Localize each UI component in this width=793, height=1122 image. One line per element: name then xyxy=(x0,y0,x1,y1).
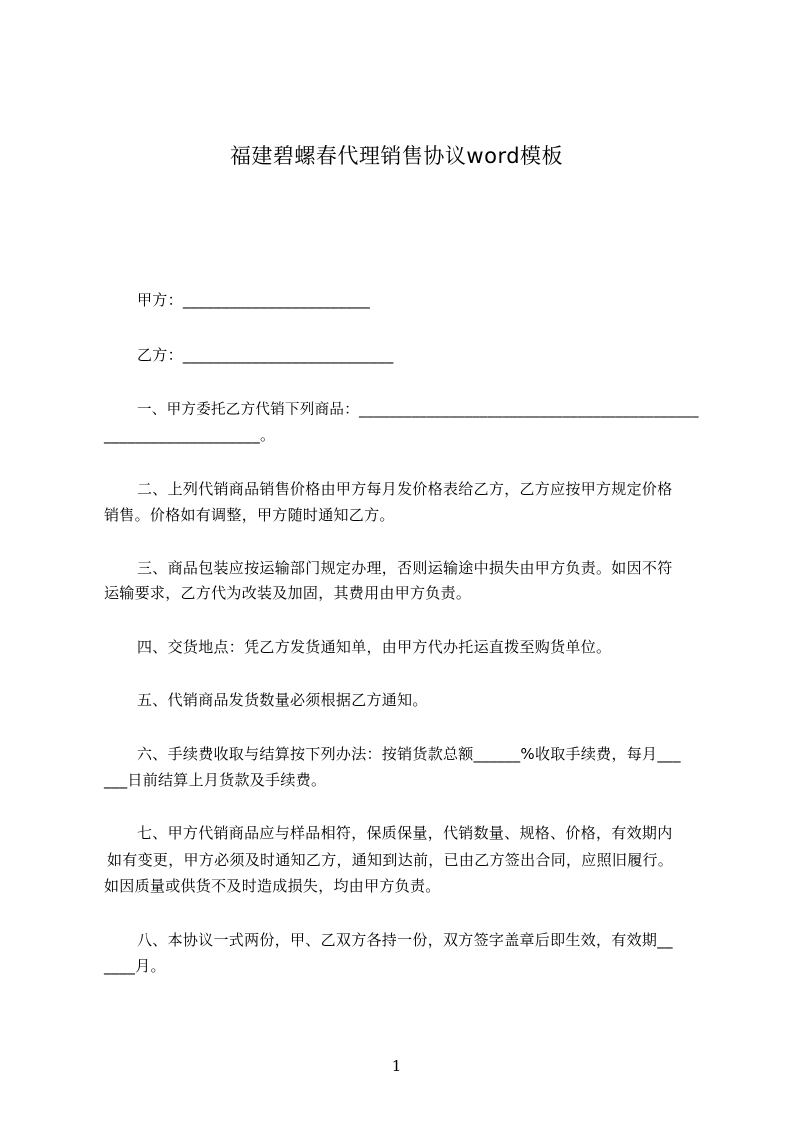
clause-7-line-2: 如有变更，甲方必须及时通知乙方，通知到达前，已由乙方签出合同，应照旧履行。 xyxy=(107,851,674,869)
clause-6-line-1: 六、手续费收取与结算按下列办法：按销货款总额______%收取手续费，每月___ xyxy=(137,745,681,763)
clause-6-line-2: ___日前结算上月货款及手续费。 xyxy=(104,771,327,789)
clause-2-line-2: 销售。价格如有调整，甲方随时通知乙方。 xyxy=(104,506,395,524)
clause-3-line-2: 运输要求，乙方代为改装及加固，其费用由甲方负责。 xyxy=(104,584,472,602)
party-b-line: 乙方：___________________________ xyxy=(137,346,394,364)
clause-1-line-1: 一、甲方委托乙方代销下列商品：_____________________________________________ xyxy=(137,402,699,418)
clause-1-line-2: ____________________。 xyxy=(104,426,276,444)
clause-8-line-1: 八、本协议一式两份，甲、乙双方各持一份，双方签字盖章后即生效，有效期__ xyxy=(137,931,673,949)
clause-4-line: 四、交货地点：凭乙方发货通知单，由甲方代办托运直拨至购货单位。 xyxy=(137,638,612,656)
party-a-line: 甲方：________________________ xyxy=(137,291,371,309)
clause-7-line-1: 七、甲方代销商品应与样品相符，保质保量，代销数量、规格、价格，有效期内 xyxy=(137,824,673,842)
clause-2-line-1: 二、上列代销商品销售价格由甲方每月发价格表给乙方，乙方应按甲方规定价格 xyxy=(137,480,673,498)
page-title: 福建碧螺春代理销售协议word模板 xyxy=(229,144,564,168)
clause-7-line-3: 如因质量或供货不及时造成损失，均由甲方负责。 xyxy=(104,877,441,895)
page-number: 1 xyxy=(391,1057,402,1075)
clause-3-line-1: 三、商品包装应按运输部门规定办理，否则运输途中损失由甲方负责。如因不符 xyxy=(137,559,673,577)
clause-8-line-2: ____月。 xyxy=(104,957,166,975)
clause-5-line: 五、代销商品发货数量必须根据乙方通知。 xyxy=(137,691,428,709)
